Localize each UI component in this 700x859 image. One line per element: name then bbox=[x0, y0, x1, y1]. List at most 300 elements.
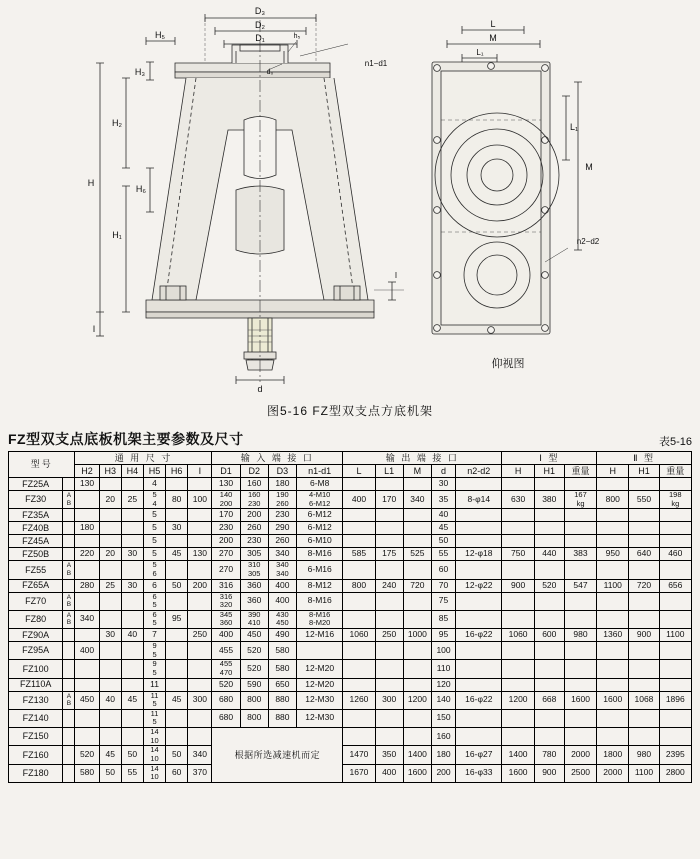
cell-D2: 590 bbox=[240, 678, 268, 691]
cell-d: 45 bbox=[431, 522, 455, 535]
th-D2: D2 bbox=[240, 465, 268, 478]
table-row bbox=[9, 728, 692, 746]
cell-D1: 455 470 bbox=[212, 660, 240, 678]
dim-I: I bbox=[92, 324, 96, 334]
cell-n1d1: 8-M16 bbox=[297, 548, 343, 561]
cell-I bbox=[188, 478, 212, 491]
cell-H-II bbox=[597, 709, 629, 727]
cell-n1d1 bbox=[297, 642, 343, 660]
cell-D1: 200 bbox=[212, 535, 240, 548]
cell-D3: 580 bbox=[268, 642, 296, 660]
cell-d: 140 bbox=[431, 691, 455, 709]
cell-H-I bbox=[502, 592, 534, 610]
cell-H4 bbox=[121, 592, 143, 610]
table-row bbox=[9, 691, 692, 709]
table-row bbox=[9, 678, 692, 691]
cell-D1: 345 360 bbox=[212, 610, 240, 628]
cell-H1-II bbox=[629, 522, 659, 535]
th-H-2: H bbox=[597, 465, 629, 478]
cell-H4: 40 bbox=[121, 629, 143, 642]
cell-L: 1470 bbox=[343, 746, 375, 764]
cell-n2d2 bbox=[456, 709, 502, 727]
engineering-drawing bbox=[0, 0, 700, 400]
cell-W-I bbox=[564, 561, 596, 579]
cell-n1d1: 12-M20 bbox=[297, 678, 343, 691]
cell-W-II bbox=[659, 709, 691, 727]
th-D1: D1 bbox=[212, 465, 240, 478]
cell-H1-II bbox=[629, 678, 659, 691]
cell-model: FZ110A bbox=[9, 678, 63, 691]
cell-D1: 270 bbox=[212, 548, 240, 561]
cell-H1-I bbox=[534, 522, 564, 535]
th-type1: Ⅰ 型 bbox=[502, 452, 597, 465]
cell-M bbox=[403, 610, 431, 628]
cell-D2: 160 bbox=[240, 478, 268, 491]
cell-L1: 175 bbox=[375, 548, 403, 561]
cell-H5: 9 5 bbox=[143, 642, 165, 660]
cell-H6: 50 bbox=[166, 579, 188, 592]
th-W-1: 重量 bbox=[564, 465, 596, 478]
cell-L1: 350 bbox=[375, 746, 403, 764]
cell-H-I bbox=[502, 642, 534, 660]
cell-model: FZ50B bbox=[9, 548, 63, 561]
th-H3: H3 bbox=[99, 465, 121, 478]
spec-table-body bbox=[9, 478, 692, 783]
cell-L bbox=[343, 478, 375, 491]
cell-M bbox=[403, 592, 431, 610]
drawing-svg bbox=[0, 0, 700, 400]
cell-H-I bbox=[502, 660, 534, 678]
cell-model: FZ140 bbox=[9, 709, 63, 727]
cell-L bbox=[343, 660, 375, 678]
cell-L bbox=[343, 509, 375, 522]
cell-d: 180 bbox=[431, 746, 455, 764]
cell-I bbox=[188, 535, 212, 548]
cell-D1: 170 bbox=[212, 509, 240, 522]
cell-n1d1: 6-M10 bbox=[297, 535, 343, 548]
cell-D3: 430 450 bbox=[268, 610, 296, 628]
cell-d: 100 bbox=[431, 642, 455, 660]
cell-n2d2 bbox=[456, 535, 502, 548]
dim-H5: H₅ bbox=[154, 30, 166, 40]
cell-H-I bbox=[502, 610, 534, 628]
cell-D3: 490 bbox=[268, 629, 296, 642]
cell-W-I: 2500 bbox=[564, 764, 596, 782]
table-header-row bbox=[8, 429, 692, 449]
cell-H4 bbox=[121, 660, 143, 678]
cell-H1-II: 900 bbox=[629, 629, 659, 642]
cell-H1-II bbox=[629, 642, 659, 660]
cell-H4 bbox=[121, 478, 143, 491]
cell-I bbox=[188, 592, 212, 610]
table-row bbox=[9, 746, 692, 764]
cell-H-I bbox=[502, 728, 534, 746]
cell-n2d2: 16-φ22 bbox=[456, 691, 502, 709]
cell-H1-I: 780 bbox=[534, 746, 564, 764]
cell-n1d1: 6-M12 bbox=[297, 509, 343, 522]
cell-n1d1: 12-M20 bbox=[297, 660, 343, 678]
cell-W-II: 460 bbox=[659, 548, 691, 561]
cell-H2: 220 bbox=[75, 548, 99, 561]
cell-L: 400 bbox=[343, 491, 375, 509]
cell-W-I bbox=[564, 535, 596, 548]
cell-model: FZ40B bbox=[9, 522, 63, 535]
cell-H1-I bbox=[534, 660, 564, 678]
cell-H1-I: 668 bbox=[534, 691, 564, 709]
cell-H6 bbox=[166, 629, 188, 642]
dim-D1: D₁ bbox=[255, 33, 265, 43]
cell-H4: 45 bbox=[121, 691, 143, 709]
cell-H1-II: 1068 bbox=[629, 691, 659, 709]
table-title: FZ型双支点底板机架主要参数及尺寸 bbox=[8, 431, 244, 447]
cell-model: FZ80 bbox=[9, 610, 63, 628]
cell-W-II: 198 kg bbox=[659, 491, 691, 509]
cell-H4 bbox=[121, 535, 143, 548]
cell-model: FZ65A bbox=[9, 579, 63, 592]
cell-H-I bbox=[502, 535, 534, 548]
cell-d: 95 bbox=[431, 629, 455, 642]
th-type2: Ⅱ 型 bbox=[597, 452, 692, 465]
cell-L: 1670 bbox=[343, 764, 375, 782]
cell-D1: 316 320 bbox=[212, 592, 240, 610]
cell-H1-II bbox=[629, 478, 659, 491]
cell-D3: 230 bbox=[268, 509, 296, 522]
cell-L1 bbox=[375, 642, 403, 660]
cell-n2d2 bbox=[456, 642, 502, 660]
cell-H1-I bbox=[534, 509, 564, 522]
cell-W-I bbox=[564, 728, 596, 746]
cell-W-I: 980 bbox=[564, 629, 596, 642]
cell-n2d2 bbox=[456, 509, 502, 522]
cell-d: 85 bbox=[431, 610, 455, 628]
cell-D2: 450 bbox=[240, 629, 268, 642]
cell-H-II bbox=[597, 660, 629, 678]
cell-H2 bbox=[75, 709, 99, 727]
cell-H2: 520 bbox=[75, 746, 99, 764]
cell-D2: 305 bbox=[240, 548, 268, 561]
cell-W-I: 2000 bbox=[564, 746, 596, 764]
cell-W-I bbox=[564, 478, 596, 491]
cell-H6 bbox=[166, 642, 188, 660]
cell-D1: 400 bbox=[212, 629, 240, 642]
cell-M: 720 bbox=[403, 579, 431, 592]
cell-H2 bbox=[75, 535, 99, 548]
cell-D2: 520 bbox=[240, 642, 268, 660]
table-row bbox=[9, 478, 692, 491]
cell-n1d1: 8-M16 8-M20 bbox=[297, 610, 343, 628]
cell-D2: 160 230 bbox=[240, 491, 268, 509]
cell-model: FZ70 bbox=[9, 592, 63, 610]
cell-n2d2: 16-φ22 bbox=[456, 629, 502, 642]
cell-W-I: 167 kg bbox=[564, 491, 596, 509]
cell-n2d2 bbox=[456, 728, 502, 746]
cell-ab bbox=[63, 509, 75, 522]
cell-D3: 190 260 bbox=[268, 491, 296, 509]
cell-M bbox=[403, 728, 431, 746]
cell-ab: A B bbox=[63, 491, 75, 509]
dim-D2: D₂ bbox=[255, 20, 265, 30]
cell-H6: 80 bbox=[166, 491, 188, 509]
th-H5: H5 bbox=[143, 465, 165, 478]
cell-H2 bbox=[75, 561, 99, 579]
cell-M: 1600 bbox=[403, 764, 431, 782]
cell-D1: 455 bbox=[212, 642, 240, 660]
cell-W-I bbox=[564, 709, 596, 727]
cell-n2d2: 8-φ14 bbox=[456, 491, 502, 509]
cell-I bbox=[188, 561, 212, 579]
cell-W-I bbox=[564, 592, 596, 610]
cell-H3 bbox=[99, 709, 121, 727]
cell-H1-II: 550 bbox=[629, 491, 659, 509]
spec-table bbox=[8, 451, 692, 783]
cell-H1-I bbox=[534, 709, 564, 727]
cell-H5: 6 5 bbox=[143, 592, 165, 610]
cell-H5: 7 bbox=[143, 629, 165, 642]
dim-L1-right: L₁ bbox=[569, 122, 579, 132]
svg-text:.: . bbox=[290, 35, 292, 42]
cell-H1-I bbox=[534, 642, 564, 660]
cell-H2: 130 bbox=[75, 478, 99, 491]
cell-H3: 40 bbox=[99, 691, 121, 709]
cell-H4 bbox=[121, 709, 143, 727]
cell-L1: 170 bbox=[375, 491, 403, 509]
cell-H1-I bbox=[534, 592, 564, 610]
cell-model: FZ160 bbox=[9, 746, 63, 764]
cell-d: 75 bbox=[431, 592, 455, 610]
cell-H1-II bbox=[629, 660, 659, 678]
cell-ab bbox=[63, 548, 75, 561]
cell-n1d1: 12-M16 bbox=[297, 629, 343, 642]
cell-H6 bbox=[166, 660, 188, 678]
cell-H2: 280 bbox=[75, 579, 99, 592]
cell-H5: 6 bbox=[143, 579, 165, 592]
cell-H1-I: 900 bbox=[534, 764, 564, 782]
cell-H1-I bbox=[534, 678, 564, 691]
cell-model: FZ25A bbox=[9, 478, 63, 491]
th-H2: H2 bbox=[75, 465, 99, 478]
cell-H5: 5 4 bbox=[143, 491, 165, 509]
cell-H-I: 750 bbox=[502, 548, 534, 561]
cell-W-I bbox=[564, 610, 596, 628]
cell-H5: 14 10 bbox=[143, 764, 165, 782]
cell-H2: 400 bbox=[75, 642, 99, 660]
cell-M: 1200 bbox=[403, 691, 431, 709]
cell-H5: 6 5 bbox=[143, 610, 165, 628]
cell-H-II: 1800 bbox=[597, 746, 629, 764]
cell-H-II bbox=[597, 535, 629, 548]
cell-ab bbox=[63, 660, 75, 678]
th-d: d bbox=[431, 465, 455, 478]
th-D3: D3 bbox=[268, 465, 296, 478]
table-row bbox=[9, 522, 692, 535]
cell-H2 bbox=[75, 509, 99, 522]
cell-n2d2: 12-φ22 bbox=[456, 579, 502, 592]
cell-L1: 240 bbox=[375, 579, 403, 592]
cell-H3 bbox=[99, 610, 121, 628]
cell-D2: 360 bbox=[240, 592, 268, 610]
cell-D1: 316 bbox=[212, 579, 240, 592]
th-H1-2: H1 bbox=[629, 465, 659, 478]
cell-H4: 55 bbox=[121, 764, 143, 782]
table-row bbox=[9, 764, 692, 782]
cell-H-II: 800 bbox=[597, 491, 629, 509]
cell-ab: A B bbox=[63, 610, 75, 628]
cell-H4: 30 bbox=[121, 548, 143, 561]
cell-I: 200 bbox=[188, 579, 212, 592]
cell-H1-II bbox=[629, 610, 659, 628]
cell-H-II: 2000 bbox=[597, 764, 629, 782]
cell-H2 bbox=[75, 660, 99, 678]
cell-I bbox=[188, 610, 212, 628]
cell-H-II: 1360 bbox=[597, 629, 629, 642]
dim-h5: h₅ bbox=[293, 33, 301, 40]
cell-I bbox=[188, 509, 212, 522]
cell-H-I bbox=[502, 509, 534, 522]
table-row bbox=[9, 535, 692, 548]
cell-I bbox=[188, 678, 212, 691]
cell-H4 bbox=[121, 522, 143, 535]
table-row bbox=[9, 709, 692, 727]
cell-I bbox=[188, 728, 212, 746]
dim-D3: D₃ bbox=[254, 6, 266, 16]
cell-H3: 20 bbox=[99, 491, 121, 509]
table-row bbox=[9, 509, 692, 522]
cell-D2: 230 bbox=[240, 535, 268, 548]
bottom-view-label: 仰视图 bbox=[491, 358, 525, 370]
cell-H2 bbox=[75, 728, 99, 746]
cell-W-II bbox=[659, 610, 691, 628]
th-H4: H4 bbox=[121, 465, 143, 478]
cell-n2d2 bbox=[456, 610, 502, 628]
cell-H-I: 900 bbox=[502, 579, 534, 592]
cell-H4 bbox=[121, 509, 143, 522]
cell-H3 bbox=[99, 478, 121, 491]
cell-H6: 45 bbox=[166, 548, 188, 561]
cell-L bbox=[343, 561, 375, 579]
cell-D2: 390 410 bbox=[240, 610, 268, 628]
cell-W-I: 547 bbox=[564, 579, 596, 592]
cell-L1 bbox=[375, 535, 403, 548]
cell-H-I: 630 bbox=[502, 491, 534, 509]
cell-H1-I: 440 bbox=[534, 548, 564, 561]
cell-L1 bbox=[375, 509, 403, 522]
cell-ab bbox=[63, 728, 75, 746]
cell-n1d1: 8-M16 bbox=[297, 592, 343, 610]
cell-H1-I bbox=[534, 728, 564, 746]
cell-H-II bbox=[597, 592, 629, 610]
cell-model: FZ150 bbox=[9, 728, 63, 746]
cell-H2 bbox=[75, 678, 99, 691]
cell-L1 bbox=[375, 561, 403, 579]
table-row bbox=[9, 548, 692, 561]
cell-L bbox=[343, 592, 375, 610]
cell-d: 110 bbox=[431, 660, 455, 678]
cell-d: 55 bbox=[431, 548, 455, 561]
cell-H1-I: 520 bbox=[534, 579, 564, 592]
cell-H3 bbox=[99, 678, 121, 691]
cell-H2: 450 bbox=[75, 691, 99, 709]
cell-H-I bbox=[502, 678, 534, 691]
cell-model: FZ100 bbox=[9, 660, 63, 678]
cell-M bbox=[403, 522, 431, 535]
cell-H1-II: 980 bbox=[629, 746, 659, 764]
cell-H1-I bbox=[534, 478, 564, 491]
cell-L1 bbox=[375, 610, 403, 628]
cell-H5: 5 6 bbox=[143, 561, 165, 579]
cell-H-I bbox=[502, 522, 534, 535]
cell-M bbox=[403, 642, 431, 660]
cell-D1: 680 bbox=[212, 709, 240, 727]
cell-M bbox=[403, 709, 431, 727]
cell-d: 50 bbox=[431, 535, 455, 548]
dim-H6: H₆ bbox=[135, 184, 147, 194]
cell-M bbox=[403, 678, 431, 691]
cell-H-I: 1060 bbox=[502, 629, 534, 642]
cell-D1: 140 200 bbox=[212, 491, 240, 509]
cell-H6 bbox=[166, 561, 188, 579]
cell-M bbox=[403, 509, 431, 522]
cell-H1-I bbox=[534, 535, 564, 548]
cell-H2 bbox=[75, 592, 99, 610]
cell-D2: 520 bbox=[240, 660, 268, 678]
cell-W-I bbox=[564, 522, 596, 535]
cell-n2d2 bbox=[456, 478, 502, 491]
cell-W-II bbox=[659, 509, 691, 522]
table-note: 根据所选减速机而定 bbox=[212, 728, 343, 783]
dim-H2: H₂ bbox=[112, 118, 122, 128]
cell-I bbox=[188, 709, 212, 727]
cell-H-II: 1100 bbox=[597, 579, 629, 592]
cell-d: 40 bbox=[431, 509, 455, 522]
cell-D2: 800 bbox=[240, 691, 268, 709]
cell-H1-I: 600 bbox=[534, 629, 564, 642]
cell-W-II bbox=[659, 478, 691, 491]
cell-I bbox=[188, 642, 212, 660]
cell-ab bbox=[63, 709, 75, 727]
cell-L1 bbox=[375, 678, 403, 691]
cell-I bbox=[188, 522, 212, 535]
cell-W-II bbox=[659, 642, 691, 660]
cell-n1d1: 12-M30 bbox=[297, 691, 343, 709]
cell-H-II bbox=[597, 678, 629, 691]
cell-H-II bbox=[597, 561, 629, 579]
cell-H4 bbox=[121, 642, 143, 660]
cell-W-II bbox=[659, 678, 691, 691]
cell-H4 bbox=[121, 728, 143, 746]
cell-H2 bbox=[75, 629, 99, 642]
cell-H1-I: 380 bbox=[534, 491, 564, 509]
cell-n1d1: 12-M30 bbox=[297, 709, 343, 727]
cell-D3: 180 bbox=[268, 478, 296, 491]
cell-I: 300 bbox=[188, 691, 212, 709]
cell-H4 bbox=[121, 561, 143, 579]
cell-W-I bbox=[564, 509, 596, 522]
cell-n2d2 bbox=[456, 522, 502, 535]
table-row bbox=[9, 491, 692, 509]
cell-W-I: 383 bbox=[564, 548, 596, 561]
th-L: L bbox=[343, 465, 375, 478]
cell-H-II: 1600 bbox=[597, 691, 629, 709]
cell-D1: 680 bbox=[212, 691, 240, 709]
cell-H4: 50 bbox=[121, 746, 143, 764]
cell-D1: 520 bbox=[212, 678, 240, 691]
cell-D3: 290 bbox=[268, 522, 296, 535]
cell-ab bbox=[63, 678, 75, 691]
cell-H2: 340 bbox=[75, 610, 99, 628]
cell-H6: 95 bbox=[166, 610, 188, 628]
cell-H1-II bbox=[629, 709, 659, 727]
cell-H6 bbox=[166, 592, 188, 610]
